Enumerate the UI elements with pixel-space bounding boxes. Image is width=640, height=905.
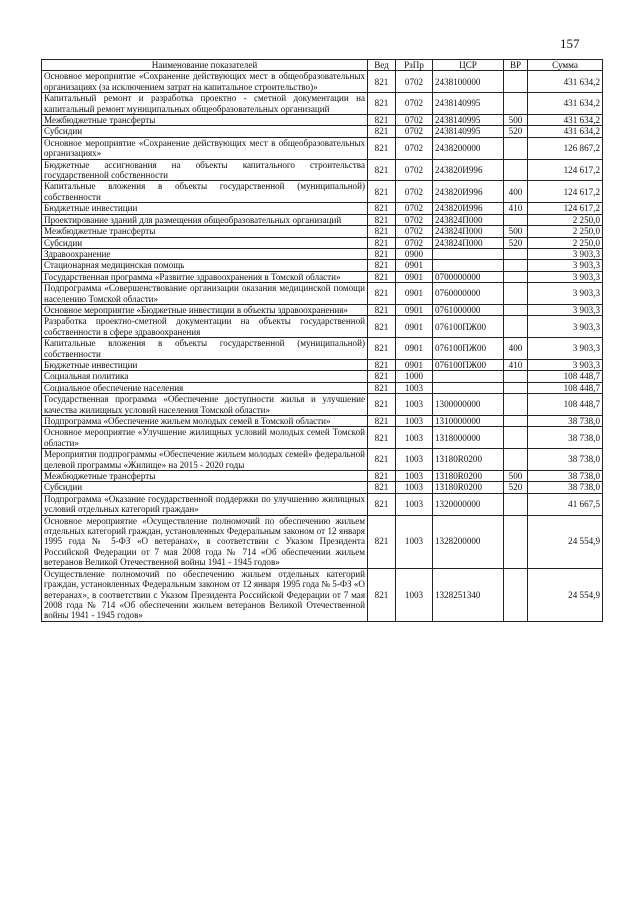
- cell-vr: [504, 382, 528, 393]
- cell-rzpr: 0901: [396, 260, 433, 271]
- cell-vr: 400: [504, 338, 528, 360]
- cell-ved: 821: [368, 449, 396, 471]
- cell-name: Социальное обеспечение населения: [42, 382, 368, 393]
- table-row: [42, 515, 603, 568]
- cell-sum: 431 634,2: [528, 126, 603, 137]
- cell-csr: 076100ПЖ00: [433, 359, 504, 370]
- cell-csr: 2438140995: [433, 115, 504, 126]
- cell-ved: 821: [368, 371, 396, 382]
- cell-ved: 821: [368, 260, 396, 271]
- cell-name: Стационарная медицинская помощь: [42, 260, 368, 271]
- table-row: [42, 271, 603, 282]
- cell-csr: 1300000000: [433, 394, 504, 416]
- header-sum: Сумма: [528, 60, 603, 71]
- header-rzpr: РзПр: [396, 60, 433, 71]
- cell-vr: [504, 316, 528, 338]
- cell-sum: 3 903,3: [528, 260, 603, 271]
- cell-name: Основное мероприятие «Улучшение жилищных условий молодых семей Томской области»: [42, 427, 368, 449]
- cell-rzpr: 0702: [396, 226, 433, 237]
- cell-sum: 124 617,2: [528, 181, 603, 203]
- cell-ved: 821: [368, 214, 396, 225]
- cell-sum: 3 903,3: [528, 271, 603, 282]
- table-row: [42, 203, 603, 214]
- cell-rzpr: 1000: [396, 371, 433, 382]
- header-csr: ЦСР: [433, 60, 504, 71]
- table-body: [42, 71, 603, 621]
- cell-vr: 520: [504, 482, 528, 493]
- cell-vr: [504, 427, 528, 449]
- cell-rzpr: 0702: [396, 115, 433, 126]
- cell-csr: 13180R0200: [433, 449, 504, 471]
- cell-sum: 41 667,5: [528, 493, 603, 515]
- table-row: [42, 93, 603, 115]
- cell-csr: 076100ПЖ00: [433, 338, 504, 360]
- cell-sum: 2 250,0: [528, 237, 603, 248]
- page-number: 157: [560, 36, 580, 51]
- cell-ved: 821: [368, 93, 396, 115]
- cell-name: Субсидии: [42, 482, 368, 493]
- cell-csr: 2438140995: [433, 126, 504, 137]
- cell-sum: 2 250,0: [528, 214, 603, 225]
- cell-sum: 38 738,0: [528, 416, 603, 427]
- cell-csr: 2438200000: [433, 137, 504, 159]
- cell-vr: [504, 515, 528, 568]
- cell-name: Капитальные вложения в объекты государственной (муниципальной) собственности: [42, 338, 368, 360]
- cell-vr: 500: [504, 471, 528, 482]
- cell-csr: 243820И996: [433, 159, 504, 181]
- cell-csr: 2438100000: [433, 71, 504, 93]
- cell-ved: 821: [368, 471, 396, 482]
- cell-ved: 821: [368, 271, 396, 282]
- table-row: [42, 568, 603, 621]
- cell-vr: [504, 493, 528, 515]
- cell-sum: 3 903,3: [528, 283, 603, 305]
- cell-sum: 38 738,0: [528, 427, 603, 449]
- table-row: [42, 304, 603, 315]
- cell-ved: 821: [368, 226, 396, 237]
- cell-rzpr: 0702: [396, 203, 433, 214]
- cell-rzpr: 0900: [396, 248, 433, 259]
- cell-csr: 2438140995: [433, 93, 504, 115]
- cell-vr: 500: [504, 115, 528, 126]
- table-row: [42, 214, 603, 225]
- cell-sum: 38 738,0: [528, 449, 603, 471]
- cell-ved: 821: [368, 304, 396, 315]
- cell-rzpr: 1003: [396, 482, 433, 493]
- table-row: [42, 471, 603, 482]
- table-row: [42, 316, 603, 338]
- cell-sum: 126 867,2: [528, 137, 603, 159]
- cell-rzpr: 0702: [396, 159, 433, 181]
- cell-vr: [504, 248, 528, 259]
- cell-vr: 520: [504, 126, 528, 137]
- cell-vr: 400: [504, 181, 528, 203]
- cell-csr: 243824П000: [433, 226, 504, 237]
- cell-name: Мероприятия подпрограммы «Обеспечение жильем молодых семей» федеральной целевой программы «Жилище» на 2015 - 2020 годы: [42, 449, 368, 471]
- cell-name: Межбюджетные трансферты: [42, 471, 368, 482]
- cell-vr: [504, 449, 528, 471]
- cell-vr: [504, 394, 528, 416]
- cell-csr: 0760000000: [433, 283, 504, 305]
- cell-sum: 124 617,2: [528, 159, 603, 181]
- cell-vr: 500: [504, 226, 528, 237]
- cell-vr: [504, 416, 528, 427]
- cell-rzpr: 0901: [396, 359, 433, 370]
- table-row: [42, 248, 603, 259]
- cell-csr: 13180R0200: [433, 471, 504, 482]
- cell-name: Государственная программа «Обеспечение доступности жилья и улучшение качества жилищных условий населения Томской области»: [42, 394, 368, 416]
- cell-name: Межбюджетные трансферты: [42, 115, 368, 126]
- cell-name: Подпрограмма «Обеспечение жильем молодых семей в Томской области»: [42, 416, 368, 427]
- cell-csr: 0700000000: [433, 271, 504, 282]
- cell-name: Подпрограмма «Оказание государственной поддержки по улучшению жилищных условий отдельных категорий граждан»: [42, 493, 368, 515]
- cell-ved: 821: [368, 137, 396, 159]
- cell-vr: [504, 371, 528, 382]
- cell-sum: 24 554,9: [528, 515, 603, 568]
- cell-ved: 821: [368, 427, 396, 449]
- cell-sum: 3 903,3: [528, 338, 603, 360]
- cell-csr: 13180R0200: [433, 482, 504, 493]
- cell-ved: 821: [368, 283, 396, 305]
- table-row: [42, 181, 603, 203]
- cell-ved: 821: [368, 316, 396, 338]
- table-row: [42, 71, 603, 93]
- cell-csr: [433, 382, 504, 393]
- cell-rzpr: 1003: [396, 416, 433, 427]
- cell-vr: 520: [504, 237, 528, 248]
- cell-rzpr: 0702: [396, 181, 433, 203]
- header-vr: ВР: [504, 60, 528, 71]
- cell-name: Здравоохранение: [42, 248, 368, 259]
- cell-rzpr: 0901: [396, 283, 433, 305]
- cell-sum: 3 903,3: [528, 304, 603, 315]
- cell-rzpr: 0901: [396, 304, 433, 315]
- cell-vr: [504, 159, 528, 181]
- cell-name: Капитальный ремонт и разработка проектно - сметной документации на капитальный ремонт муниципальных общеобразовательных организаций: [42, 93, 368, 115]
- cell-csr: 0761000000: [433, 304, 504, 315]
- cell-rzpr: 1003: [396, 493, 433, 515]
- cell-name: Социальная политика: [42, 371, 368, 382]
- cell-vr: [504, 260, 528, 271]
- cell-ved: 821: [368, 416, 396, 427]
- cell-rzpr: 1003: [396, 427, 433, 449]
- header-name: Наименование показателей: [42, 60, 368, 71]
- table-header-row: [42, 60, 603, 71]
- cell-rzpr: 1003: [396, 394, 433, 416]
- cell-sum: 124 617,2: [528, 203, 603, 214]
- cell-vr: [504, 568, 528, 621]
- table-row: [42, 416, 603, 427]
- cell-rzpr: 0901: [396, 316, 433, 338]
- cell-name: Основное мероприятие «Сохранение действующих мест в общеобразовательных организациях (за исключением затрат на капитальное строительство)»: [42, 71, 368, 93]
- cell-sum: 38 738,0: [528, 482, 603, 493]
- cell-csr: 1320000000: [433, 493, 504, 515]
- cell-name: Бюджетные ассигнования на объекты капитального строительства государственной собственности: [42, 159, 368, 181]
- cell-name: Бюджетные инвестиции: [42, 203, 368, 214]
- cell-vr: [504, 283, 528, 305]
- cell-name: Субсидии: [42, 126, 368, 137]
- table-row: [42, 493, 603, 515]
- cell-ved: 821: [368, 568, 396, 621]
- cell-ved: 821: [368, 482, 396, 493]
- cell-sum: 24 554,9: [528, 568, 603, 621]
- cell-csr: 076100ПЖ00: [433, 316, 504, 338]
- cell-vr: 410: [504, 359, 528, 370]
- table-row: [42, 115, 603, 126]
- cell-rzpr: 0702: [396, 137, 433, 159]
- cell-vr: [504, 271, 528, 282]
- cell-name: Основное мероприятие «Бюджетные инвестиции в объекты здравоохранения»: [42, 304, 368, 315]
- cell-vr: [504, 137, 528, 159]
- cell-ved: 821: [368, 237, 396, 248]
- cell-csr: 243820И996: [433, 203, 504, 214]
- cell-csr: [433, 248, 504, 259]
- cell-ved: 821: [368, 338, 396, 360]
- cell-sum: 108 448,7: [528, 382, 603, 393]
- cell-vr: [504, 71, 528, 93]
- cell-name: Межбюджетные трансферты: [42, 226, 368, 237]
- cell-sum: 38 738,0: [528, 471, 603, 482]
- cell-ved: 821: [368, 493, 396, 515]
- table-row: [42, 371, 603, 382]
- cell-name: Осуществление полномочий по обеспечению жильем отдельных категорий граждан, установленных Федеральным законом от 12 января 1995 года № 5-ФЗ «О ветеранах», в соответствии с Указом Президента Российской Федерации от 7 мая 2008 года № 714 «Об обеспечении жильем ветеранов Великой Отечественной войны 1941 - 1945 годов»: [42, 568, 368, 621]
- cell-ved: 821: [368, 203, 396, 214]
- cell-csr: 243820И996: [433, 181, 504, 203]
- cell-ved: 821: [368, 181, 396, 203]
- table-row: [42, 482, 603, 493]
- cell-name: Подпрограмма «Совершенствование организации оказания медицинской помощи населению Томской области»: [42, 283, 368, 305]
- cell-vr: [504, 304, 528, 315]
- cell-rzpr: 0702: [396, 71, 433, 93]
- cell-csr: 1328200000: [433, 515, 504, 568]
- cell-ved: 821: [368, 71, 396, 93]
- table-row: [42, 338, 603, 360]
- cell-name: Разработка проектно-сметной документации на объекты государственной собственности в сфере здравоохранения: [42, 316, 368, 338]
- cell-csr: [433, 371, 504, 382]
- cell-vr: 410: [504, 203, 528, 214]
- table-row: [42, 359, 603, 370]
- table-row: [42, 126, 603, 137]
- table-row: [42, 394, 603, 416]
- cell-rzpr: 0702: [396, 126, 433, 137]
- table-row: [42, 382, 603, 393]
- table-row: [42, 237, 603, 248]
- cell-ved: 821: [368, 159, 396, 181]
- cell-ved: 821: [368, 382, 396, 393]
- cell-rzpr: 0702: [396, 214, 433, 225]
- cell-csr: 1318000000: [433, 427, 504, 449]
- cell-ved: 821: [368, 394, 396, 416]
- cell-sum: 431 634,2: [528, 93, 603, 115]
- cell-rzpr: 1003: [396, 471, 433, 482]
- cell-csr: [433, 260, 504, 271]
- cell-rzpr: 1003: [396, 568, 433, 621]
- cell-rzpr: 0901: [396, 271, 433, 282]
- cell-sum: 3 903,3: [528, 316, 603, 338]
- cell-name: Основное мероприятие «Осуществление полномочий по обеспечению жильем отдельных категорий граждан, установленных Федеральным законом от 12 января 1995 года № 5-ФЗ «О ветеранах», в соответствии с Указом Президента Российской Федерации от 7 мая 2008 года № 714 «Об обеспечении жильем ветеранов Великой Отечественной войны 1941 - 1945 годов»: [42, 515, 368, 568]
- cell-vr: [504, 214, 528, 225]
- cell-ved: 821: [368, 115, 396, 126]
- cell-rzpr: 0702: [396, 237, 433, 248]
- cell-rzpr: 0702: [396, 93, 433, 115]
- table-row: [42, 137, 603, 159]
- table-row: [42, 260, 603, 271]
- table-row: [42, 427, 603, 449]
- header-ved: Вед: [368, 60, 396, 71]
- cell-csr: 1310000000: [433, 416, 504, 427]
- cell-name: Проектирование зданий для размещения общеобразовательных организаций: [42, 214, 368, 225]
- cell-rzpr: 0901: [396, 338, 433, 360]
- cell-ved: 821: [368, 359, 396, 370]
- cell-ved: 821: [368, 126, 396, 137]
- cell-sum: 108 448,7: [528, 371, 603, 382]
- cell-ved: 821: [368, 515, 396, 568]
- cell-rzpr: 1003: [396, 515, 433, 568]
- cell-sum: 2 250,0: [528, 226, 603, 237]
- cell-vr: [504, 93, 528, 115]
- cell-sum: 3 903,3: [528, 359, 603, 370]
- cell-name: Бюджетные инвестиции: [42, 359, 368, 370]
- table-row: [42, 283, 603, 305]
- table-row: [42, 449, 603, 471]
- cell-csr: 243824П000: [433, 214, 504, 225]
- budget-table: [41, 59, 603, 622]
- cell-rzpr: 1003: [396, 382, 433, 393]
- cell-sum: 108 448,7: [528, 394, 603, 416]
- cell-csr: 243824П000: [433, 237, 504, 248]
- table-row: [42, 159, 603, 181]
- cell-ved: 821: [368, 248, 396, 259]
- cell-rzpr: 1003: [396, 449, 433, 471]
- cell-sum: 431 634,2: [528, 115, 603, 126]
- cell-sum: 431 634,2: [528, 71, 603, 93]
- cell-name: Субсидии: [42, 237, 368, 248]
- cell-csr: 1328251340: [433, 568, 504, 621]
- cell-name: Капитальные вложения в объекты государственной (муниципальной) собственности: [42, 181, 368, 203]
- cell-name: Основное мероприятие «Сохранение действующих мест в общеобразовательных организациях»: [42, 137, 368, 159]
- cell-name: Государственная программа «Развитие здравоохранения в Томской области»: [42, 271, 368, 282]
- cell-sum: 3 903,3: [528, 248, 603, 259]
- table-row: [42, 226, 603, 237]
